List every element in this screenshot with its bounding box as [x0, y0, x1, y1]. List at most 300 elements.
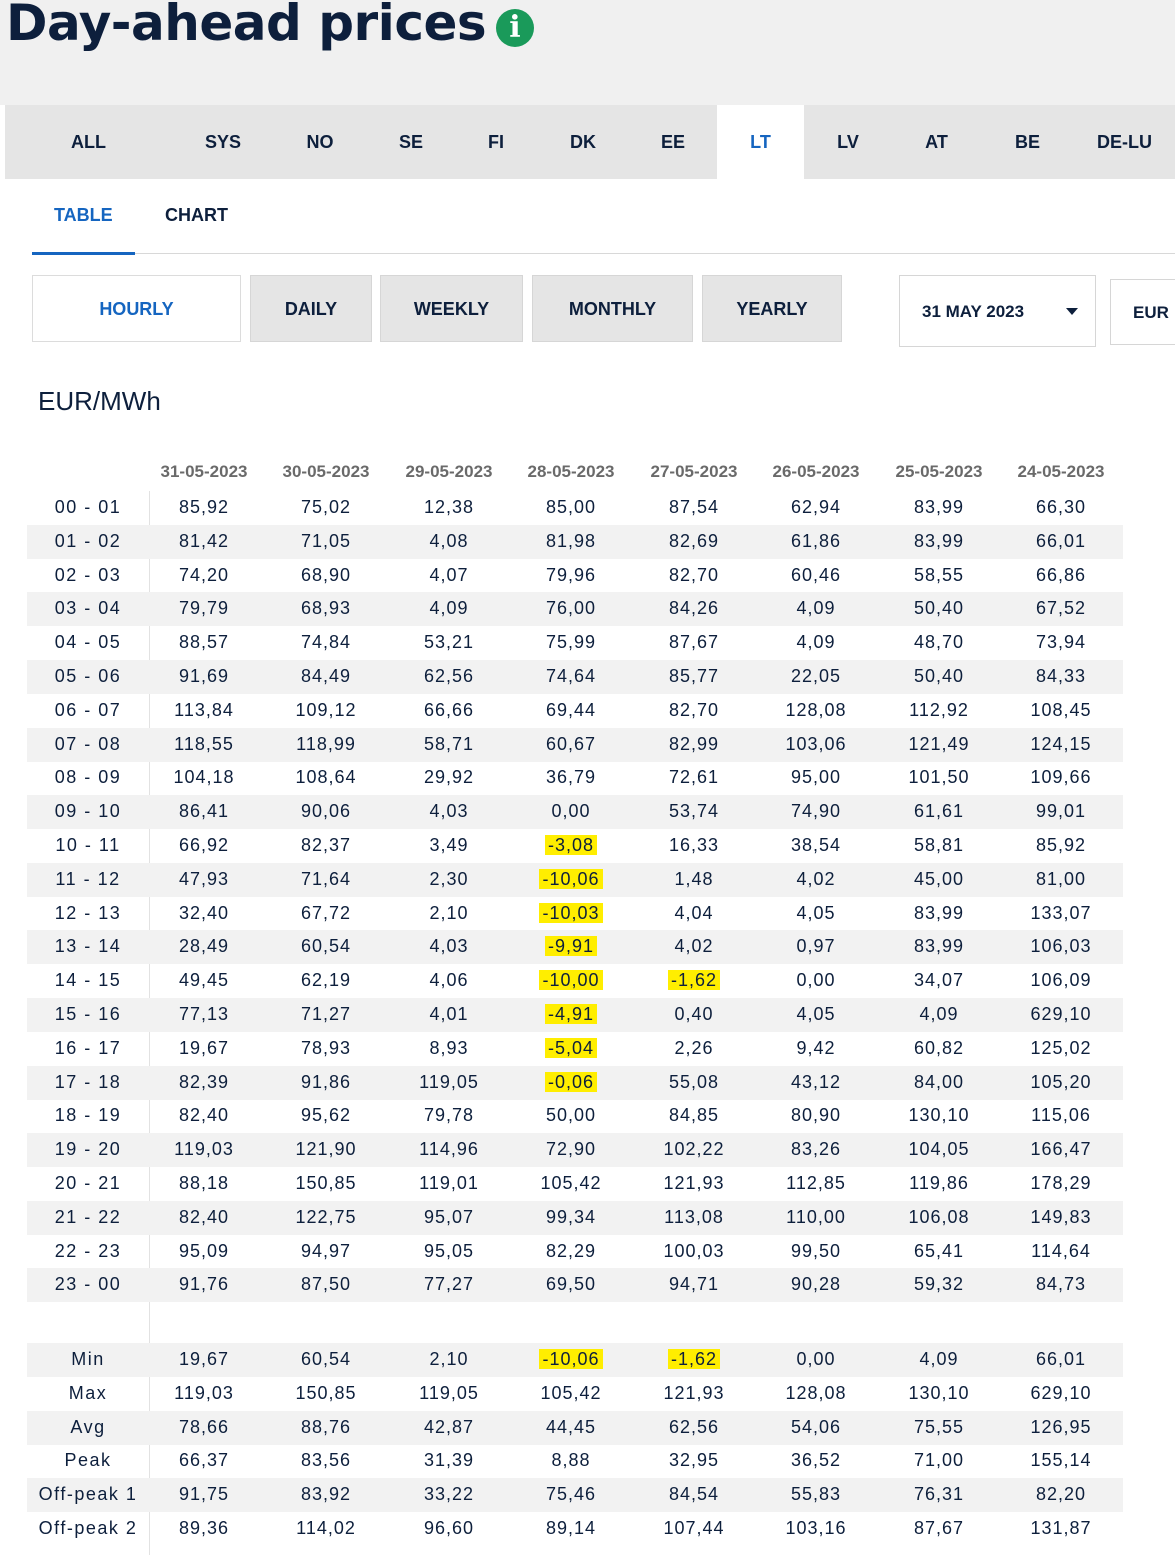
price-value: 84,54 [668, 1484, 720, 1505]
price-cell [389, 1417, 509, 1438]
price-value: 47,93 [178, 868, 230, 889]
price-cell [266, 700, 386, 721]
price-value: 88,76 [300, 1416, 352, 1437]
price-cell [144, 1274, 264, 1295]
price-value: 119,05 [419, 1382, 479, 1403]
table-row [27, 525, 1123, 559]
price-cell [756, 1207, 876, 1228]
price-cell [389, 767, 509, 788]
price-value: 76,31 [913, 1484, 965, 1505]
price-cell [266, 1004, 386, 1025]
column-header: 25-05-2023 [895, 462, 983, 481]
currency-selector[interactable] [1110, 279, 1175, 345]
price-cell [879, 801, 999, 822]
price-value: 130,10 [908, 1382, 970, 1403]
price-cell [144, 936, 264, 957]
price-value: 79,96 [545, 564, 597, 585]
price-value: 91,86 [300, 1071, 352, 1092]
tab-area-lt[interactable]: LT [717, 105, 804, 179]
tab-area-dk[interactable]: DK [570, 132, 596, 152]
tab-area-no[interactable]: NO [306, 132, 334, 152]
table-row [27, 1099, 1123, 1133]
price-cell [756, 936, 876, 957]
price-cell [756, 1349, 876, 1370]
price-value: 114,02 [296, 1518, 356, 1538]
price-cell [634, 1349, 754, 1370]
price-cell [266, 1173, 386, 1194]
price-cell [389, 1274, 509, 1295]
price-value: 113,08 [664, 1206, 724, 1227]
price-value: 62,56 [423, 666, 475, 686]
row-label: 13 - 14 [54, 936, 122, 957]
price-value: 155,14 [1030, 1450, 1092, 1471]
price-value: 75,99 [545, 632, 597, 653]
price-cell [634, 1241, 754, 1262]
price-cell [389, 869, 509, 890]
row-label: 02 - 03 [54, 564, 122, 585]
price-cell [879, 666, 999, 687]
price-cell [1001, 1383, 1121, 1404]
price-value: 94,71 [668, 1274, 720, 1295]
price-cell [266, 767, 386, 788]
price-value: 101,50 [908, 767, 970, 788]
price-cell [511, 666, 631, 687]
price-cell [1001, 1241, 1121, 1262]
price-value: 109,66 [1030, 767, 1092, 788]
price-value: 82,70 [668, 699, 720, 720]
row-label: 19 - 20 [54, 1139, 122, 1160]
price-value: 33,22 [423, 1484, 475, 1505]
price-value: 19,67 [178, 1037, 230, 1058]
price-cell [144, 1241, 264, 1262]
price-cell [511, 936, 631, 957]
tab-area-de-lu[interactable]: DE-LU [1097, 132, 1152, 152]
price-cell [389, 700, 509, 721]
row-label: 00 - 01 [54, 497, 122, 517]
price-value: 4,02 [796, 868, 836, 889]
price-value: 84,73 [1035, 1274, 1087, 1295]
price-value: 87,54 [668, 497, 720, 517]
price-cell [511, 1072, 631, 1093]
price-cell [879, 1484, 999, 1505]
table-row [27, 592, 1123, 626]
tab-area-be[interactable]: BE [1014, 132, 1040, 152]
price-value: 103,16 [785, 1518, 847, 1538]
price-value: 61,61 [913, 801, 965, 822]
price-value: 72,61 [668, 767, 720, 788]
period-hourly-button[interactable]: HOURLY [32, 275, 241, 342]
tab-area-fi[interactable]: FI [488, 132, 504, 152]
price-value: 87,67 [913, 1518, 965, 1538]
price-value: 95,09 [178, 1240, 230, 1261]
column-header: 30-05-2023 [282, 462, 370, 481]
table-row [27, 998, 1123, 1032]
price-cell [511, 869, 631, 890]
row-label: 07 - 08 [54, 733, 122, 754]
price-value: 125,02 [1030, 1037, 1092, 1058]
negative-price-highlight: -10,03 [539, 903, 602, 923]
price-cell [756, 1173, 876, 1194]
price-value: 62,94 [790, 497, 842, 517]
price-value: 0,00 [551, 801, 591, 822]
price-cell [879, 565, 999, 586]
period-daily-button[interactable]: DAILY [250, 275, 372, 342]
price-cell [634, 666, 754, 687]
area-tabs [5, 105, 1175, 179]
price-cell [1001, 767, 1121, 788]
price-value: 85,00 [545, 497, 597, 517]
price-value: 32,95 [668, 1450, 720, 1471]
row-label: Avg [70, 1416, 106, 1437]
price-value: 77,13 [178, 1004, 230, 1024]
price-value: 4,09 [919, 1004, 959, 1024]
price-cell [266, 1450, 386, 1471]
date-selector[interactable] [899, 275, 1096, 347]
price-value: 82,40 [178, 1105, 230, 1126]
price-cell [144, 869, 264, 890]
price-cell [1001, 1207, 1121, 1228]
price-value: 12,38 [423, 497, 475, 517]
table-row [27, 626, 1123, 660]
price-cell [511, 632, 631, 653]
price-cell [634, 1274, 754, 1295]
price-cell [1001, 700, 1121, 721]
price-cell [144, 1038, 264, 1059]
price-cell [879, 734, 999, 755]
tab-table[interactable]: TABLE [54, 205, 113, 225]
price-cell [1001, 903, 1121, 924]
price-value: 109,12 [295, 699, 357, 720]
price-value: 71,27 [300, 1004, 352, 1024]
price-value: 31,39 [423, 1450, 475, 1471]
price-cell [266, 1484, 386, 1505]
period-yearly-button[interactable]: YEARLY [702, 275, 842, 342]
price-cell [879, 1105, 999, 1126]
price-value: 89,36 [178, 1518, 230, 1538]
price-cell [1001, 970, 1121, 991]
price-value: 68,90 [300, 564, 352, 585]
price-cell [266, 936, 386, 957]
price-value: 128,08 [785, 1382, 847, 1403]
price-cell [1001, 632, 1121, 653]
table-row [27, 1032, 1123, 1066]
price-cell [1001, 1105, 1121, 1126]
price-cell [389, 632, 509, 653]
price-cell [756, 497, 876, 518]
negative-price-highlight: -10,06 [539, 869, 602, 889]
price-cell [879, 1274, 999, 1295]
price-value: 106,09 [1030, 970, 1092, 991]
price-value: 4,03 [429, 936, 469, 957]
column-header: 24-05-2023 [1017, 462, 1105, 481]
price-cell [879, 936, 999, 957]
price-value: 95,62 [300, 1105, 352, 1126]
tab-area-se[interactable]: SE [398, 132, 423, 152]
price-value: 50,40 [913, 666, 965, 686]
price-value: 0,00 [796, 1349, 836, 1369]
price-cell [756, 565, 876, 586]
price-value: 113,84 [174, 699, 234, 720]
row-label: Off-peak 1 [38, 1484, 138, 1505]
price-cell [879, 1417, 999, 1438]
price-value: 66,37 [178, 1450, 230, 1471]
price-cell [756, 734, 876, 755]
price-value: 88,57 [178, 632, 230, 653]
price-cell [634, 1417, 754, 1438]
price-cell [634, 632, 754, 653]
price-cell [634, 801, 754, 822]
price-value: 103,06 [785, 733, 847, 754]
price-value: 66,86 [1035, 564, 1087, 585]
price-cell [144, 531, 264, 552]
price-cell [389, 531, 509, 552]
price-value: 49,45 [178, 970, 230, 991]
price-value: 85,92 [1035, 835, 1087, 855]
tab-area-at[interactable]: AT [925, 132, 948, 152]
summary-row [27, 1411, 1123, 1445]
date-selector-value: 31 MAY 2023 [922, 302, 1025, 321]
price-value: 108,45 [1030, 699, 1092, 720]
price-value: 105,20 [1030, 1071, 1092, 1092]
price-value: 4,03 [429, 801, 469, 822]
price-cell [389, 497, 509, 518]
price-value: 114,64 [1031, 1240, 1091, 1261]
summary-row [27, 1478, 1123, 1512]
price-cell [634, 1139, 754, 1160]
price-cell [634, 700, 754, 721]
table-row [27, 491, 1123, 525]
price-cell [389, 1072, 509, 1093]
price-value: 80,90 [790, 1105, 842, 1126]
price-value: 124,15 [1030, 733, 1092, 754]
price-value: 82,40 [178, 1206, 230, 1227]
column-header: 28-05-2023 [527, 462, 615, 481]
price-value: 118,55 [174, 733, 234, 754]
price-cell [756, 666, 876, 687]
tab-chart[interactable]: CHART [165, 205, 228, 225]
table-header-row [27, 455, 1123, 489]
price-value: 67,72 [300, 902, 352, 923]
table-row [27, 829, 1123, 863]
price-cell [634, 734, 754, 755]
price-cell [879, 835, 999, 856]
unit-label: EUR/MWh [38, 386, 161, 416]
price-value: 74,64 [545, 666, 597, 686]
period-weekly-button[interactable]: WEEKLY [380, 275, 523, 342]
price-cell [266, 1383, 386, 1404]
price-value: 4,02 [674, 936, 714, 957]
price-cell [389, 1105, 509, 1126]
price-value: 0,40 [674, 1004, 714, 1024]
price-value: 38,54 [790, 835, 842, 855]
price-value: 90,06 [300, 801, 352, 822]
tab-area-lv[interactable]: LV [837, 132, 859, 152]
row-label: 18 - 19 [54, 1105, 122, 1126]
price-value: 84,00 [913, 1071, 965, 1092]
price-value: 58,71 [423, 733, 475, 754]
price-cell [756, 1004, 876, 1025]
price-cell [144, 734, 264, 755]
price-value: 112,85 [786, 1173, 846, 1193]
price-cell [511, 801, 631, 822]
price-value: 91,69 [178, 666, 230, 686]
price-value: 53,21 [423, 632, 475, 653]
price-cell [879, 1207, 999, 1228]
price-value: 55,08 [668, 1071, 720, 1092]
price-cell [756, 1518, 876, 1539]
price-cell [144, 835, 264, 856]
price-cell [144, 1072, 264, 1093]
price-cell [634, 1450, 754, 1471]
price-value: 82,29 [545, 1240, 597, 1261]
price-value: 118,99 [296, 733, 356, 754]
price-value: 82,99 [668, 733, 720, 754]
price-value: 1,48 [674, 868, 714, 889]
price-cell [879, 531, 999, 552]
price-cell [144, 970, 264, 991]
price-value: 89,14 [545, 1518, 597, 1538]
table-row [27, 1066, 1123, 1100]
price-cell [389, 666, 509, 687]
price-cell [511, 531, 631, 552]
tab-area-sys[interactable]: SYS [204, 132, 242, 152]
price-value: 131,87 [1030, 1518, 1092, 1538]
spacer-row [27, 1302, 1123, 1336]
price-cell [266, 1241, 386, 1262]
summary-row [27, 1512, 1123, 1546]
price-cell [266, 497, 386, 518]
price-value: 71,64 [300, 868, 352, 889]
price-value: 106,03 [1030, 936, 1092, 957]
price-value: 53,74 [668, 801, 720, 822]
price-value: 96,60 [423, 1518, 475, 1538]
price-cell [144, 700, 264, 721]
price-cell [511, 700, 631, 721]
price-value: 75,55 [913, 1416, 965, 1437]
price-cell [144, 903, 264, 924]
price-cell [266, 1072, 386, 1093]
price-cell [634, 835, 754, 856]
price-value: 9,42 [796, 1037, 836, 1058]
price-value: 95,00 [790, 767, 842, 788]
price-value: 4,07 [429, 564, 469, 585]
price-value: 166,47 [1030, 1139, 1092, 1160]
price-cell [756, 835, 876, 856]
row-label: 09 - 10 [54, 801, 122, 822]
row-label: 12 - 13 [54, 902, 122, 923]
price-value: 83,99 [913, 530, 965, 551]
row-label: Off-peak 2 [38, 1518, 138, 1538]
tab-area-all[interactable]: ALL [71, 132, 106, 152]
info-icon[interactable]: i [496, 9, 534, 47]
column-header: 27-05-2023 [650, 462, 738, 481]
price-cell [634, 869, 754, 890]
negative-price-highlight: -9,91 [545, 936, 597, 956]
price-value: 60,82 [913, 1037, 965, 1058]
tab-area-ee[interactable]: EE [660, 132, 685, 152]
price-value: 4,04 [674, 902, 714, 923]
price-value: 4,09 [429, 598, 469, 619]
price-cell [144, 1518, 264, 1539]
price-cell [1001, 1274, 1121, 1295]
price-value: 34,07 [913, 970, 965, 991]
row-label: 08 - 09 [54, 767, 122, 788]
price-value: 22,05 [790, 666, 842, 686]
price-cell [756, 1038, 876, 1059]
price-cell [879, 598, 999, 619]
price-cell [389, 1004, 509, 1025]
price-cell [266, 903, 386, 924]
row-label: 01 - 02 [54, 530, 122, 551]
price-cell [144, 497, 264, 518]
price-value: 68,93 [300, 598, 352, 619]
price-value: 102,22 [663, 1139, 725, 1160]
price-value: 79,78 [423, 1105, 475, 1126]
price-value: 84,85 [668, 1105, 720, 1126]
price-cell [756, 1105, 876, 1126]
price-cell [1001, 1450, 1121, 1471]
price-cell [1001, 1072, 1121, 1093]
price-value: 87,67 [668, 632, 720, 653]
price-cell [1001, 869, 1121, 890]
price-value: 85,77 [668, 666, 720, 686]
price-value: 100,03 [663, 1240, 725, 1261]
price-value: 74,90 [790, 801, 842, 822]
price-cell [756, 1274, 876, 1295]
price-value: 54,06 [790, 1416, 842, 1437]
price-cell [756, 903, 876, 924]
price-value: 81,98 [545, 530, 597, 551]
price-value: 130,10 [908, 1105, 970, 1126]
table-row [27, 863, 1123, 897]
price-value: 84,26 [668, 598, 720, 619]
price-value: 72,90 [545, 1139, 597, 1160]
price-cell [389, 1139, 509, 1160]
price-value: 133,07 [1030, 902, 1092, 923]
table-row [27, 660, 1123, 694]
price-cell [879, 497, 999, 518]
price-value: 28,49 [178, 936, 230, 957]
price-value: 59,32 [913, 1274, 965, 1295]
price-value: 99,50 [790, 1240, 842, 1261]
price-cell [389, 1484, 509, 1505]
price-cell [1001, 1004, 1121, 1025]
price-value: 36,79 [545, 767, 597, 788]
price-value: 108,64 [295, 767, 357, 788]
row-label: 14 - 15 [54, 970, 122, 991]
price-cell [144, 1139, 264, 1160]
price-value: 4,09 [796, 598, 836, 619]
price-cell [511, 1241, 631, 1262]
price-cell [144, 1450, 264, 1471]
price-cell [634, 1518, 754, 1539]
row-label: 23 - 00 [54, 1274, 122, 1295]
price-value: 48,70 [913, 632, 965, 653]
price-cell [634, 936, 754, 957]
price-cell [511, 1484, 631, 1505]
price-cell [1001, 1518, 1121, 1539]
price-value: 105,42 [540, 1173, 602, 1193]
price-cell [879, 700, 999, 721]
row-label: 06 - 07 [54, 699, 122, 720]
price-value: 66,30 [1035, 497, 1087, 517]
price-value: 83,56 [300, 1450, 352, 1471]
price-cell [879, 1383, 999, 1404]
period-monthly-button[interactable]: MONTHLY [532, 275, 693, 342]
row-label: 22 - 23 [54, 1240, 122, 1261]
price-value: 4,06 [429, 970, 469, 991]
price-value: 2,10 [429, 1349, 469, 1369]
